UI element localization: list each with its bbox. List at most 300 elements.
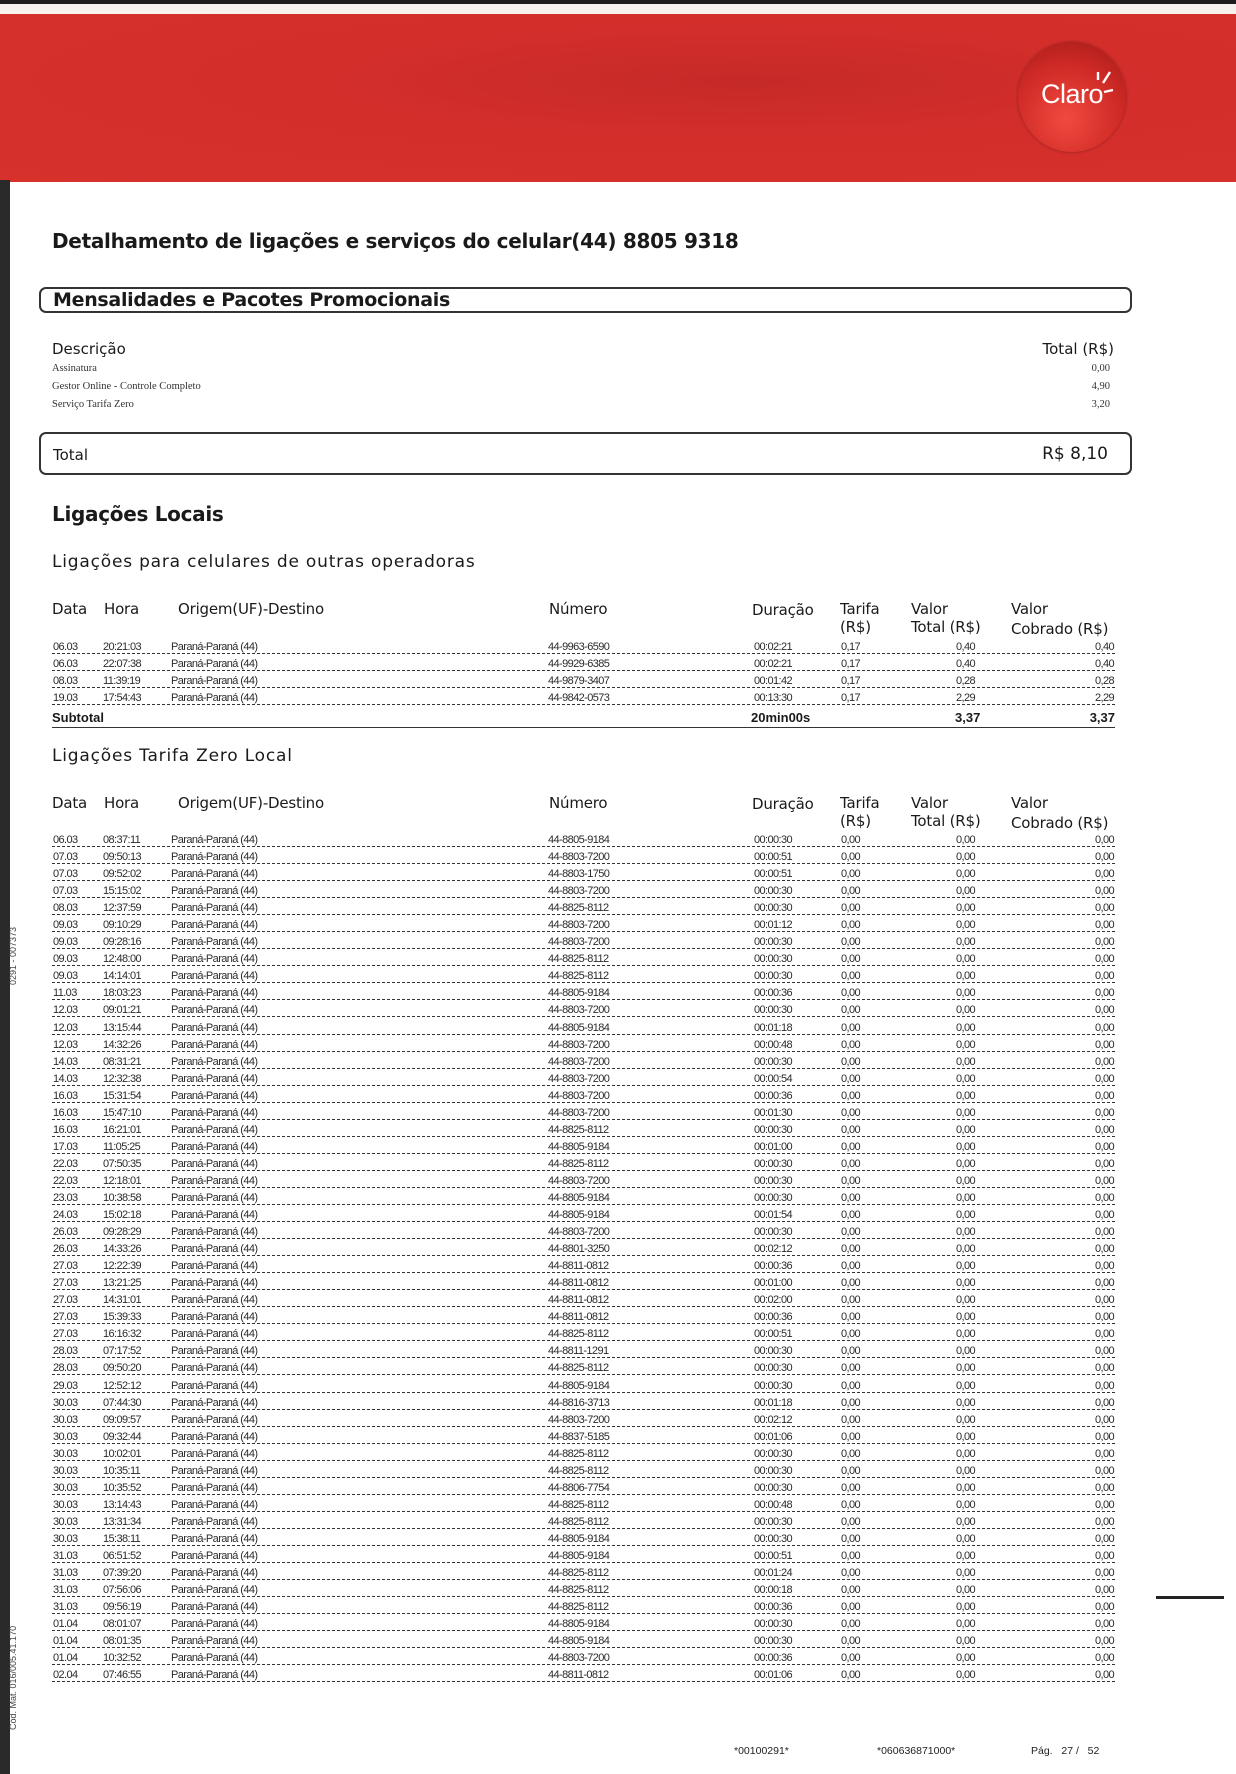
- cell-numero: 44-8825-8112: [548, 970, 609, 983]
- cell-valor-cobrado: 0,00: [1094, 1072, 1114, 1085]
- cell-data: 26.03: [53, 1226, 78, 1239]
- cell-valor-total: 0,00: [956, 868, 976, 881]
- cell-data: 30.03: [53, 1396, 78, 1409]
- cell-tarifa: 0,00: [841, 1532, 861, 1545]
- logo-rays-icon: [1092, 70, 1116, 96]
- cell-origem: Paraná-Paraná (44): [171, 658, 258, 671]
- cell-tarifa: 0,00: [841, 1413, 861, 1426]
- cell-valor-cobrado: 0,00: [1094, 1021, 1114, 1034]
- table-row: [52, 1617, 1115, 1634]
- cell-tarifa: 0,00: [841, 1481, 861, 1494]
- cell-origem: Paraná-Paraná (44): [171, 1481, 258, 1494]
- cell-duracao: 00:00:30: [754, 1447, 793, 1460]
- cell-valor-total: 0,00: [956, 987, 976, 1000]
- cell-valor-total: 0,00: [956, 1174, 976, 1187]
- cell-hora: 07:17:52: [103, 1345, 142, 1358]
- cell-duracao: 00:01:18: [754, 1021, 793, 1034]
- table-row: [52, 1532, 1115, 1549]
- cell-valor-cobrado: 0,00: [1094, 834, 1114, 846]
- cell-valor-total: 0,00: [956, 1243, 976, 1256]
- table-row: [52, 1089, 1115, 1106]
- col-hora: Hora: [104, 600, 140, 618]
- cell-valor-cobrado: 0,00: [1094, 936, 1114, 949]
- page-title: Detalhamento de ligações e serviços do celular(44) 8805 9318: [52, 229, 739, 253]
- tarifa-zero-rows: [52, 833, 1115, 1685]
- table-row: [52, 1242, 1115, 1259]
- cell-valor-total: 0,40: [956, 641, 976, 653]
- scan-top-margin: [0, 4, 1236, 14]
- cell-hora: 09:50:20: [103, 1362, 142, 1375]
- col-numero: Número: [549, 600, 608, 618]
- cell-data: 27.03: [53, 1277, 78, 1290]
- cell-data: 08.03: [53, 675, 78, 688]
- total-value: R$ 8,10: [1042, 444, 1108, 464]
- cell-valor-cobrado: 0,00: [1094, 1396, 1114, 1409]
- table-row: [52, 1413, 1115, 1430]
- cell-duracao: 00:00:30: [754, 936, 793, 949]
- page-label: Pág.: [1031, 1745, 1053, 1757]
- cell-valor-total: 0,00: [956, 851, 976, 864]
- cell-tarifa: 0,00: [841, 1447, 861, 1460]
- cell-numero: 44-8805-9184: [548, 1379, 610, 1392]
- col-valor-cobrado: Valor: [1011, 600, 1048, 618]
- cell-hora: 09:50:13: [103, 851, 142, 864]
- cell-data: 02.04: [53, 1669, 78, 1682]
- cell-hora: 13:21:25: [103, 1277, 142, 1290]
- cell-numero: 44-8803-7200: [548, 1413, 610, 1426]
- table-row: [52, 1396, 1115, 1413]
- cell-origem: Paraná-Paraná (44): [171, 1430, 258, 1443]
- cell-origem: Paraná-Paraná (44): [171, 692, 258, 705]
- col-valor-total: Valor: [911, 600, 948, 618]
- cell-valor-cobrado: 0,00: [1094, 1191, 1114, 1204]
- table-row: [52, 1668, 1115, 1685]
- table-row: [52, 1515, 1115, 1532]
- table-row: [52, 1549, 1115, 1566]
- cell-valor-total: 0,00: [956, 1567, 976, 1580]
- cell-valor-cobrado: 0,00: [1094, 902, 1114, 915]
- table-row: [52, 674, 1115, 691]
- cell-origem: Paraná-Paraná (44): [171, 1635, 258, 1648]
- cell-tarifa: 0,00: [841, 868, 861, 881]
- mensalidades-header-box: [39, 287, 1132, 313]
- cell-hora: 08:31:21: [103, 1055, 142, 1068]
- cell-tarifa: 0,00: [841, 1055, 861, 1068]
- cell-valor-cobrado: 0,00: [1094, 1260, 1114, 1273]
- cell-valor-cobrado: 0,00: [1094, 987, 1114, 1000]
- table-row: [52, 1583, 1115, 1600]
- cell-valor-cobrado: 0,00: [1094, 1277, 1114, 1290]
- cell-tarifa: 0,00: [841, 1635, 861, 1648]
- table-row: [52, 901, 1115, 918]
- cell-numero: 44-8811-0812: [548, 1277, 609, 1290]
- cell-hora: 09:10:29: [103, 919, 142, 932]
- cell-duracao: 00:00:36: [754, 1089, 793, 1102]
- table-row: [52, 952, 1115, 969]
- table-row: [52, 1003, 1115, 1020]
- cell-valor-cobrado: 0,00: [1094, 1430, 1114, 1443]
- cell-data: 09.03: [53, 970, 78, 983]
- cell-numero: 44-8825-8112: [548, 1157, 609, 1170]
- cell-valor-total: 0,00: [956, 1379, 976, 1392]
- cell-tarifa: 0,00: [841, 1072, 861, 1085]
- cell-valor-total: 0,00: [956, 1209, 976, 1222]
- cell-valor-total: 0,00: [956, 1021, 976, 1034]
- cell-tarifa: 0,00: [841, 953, 861, 966]
- cell-origem: Paraná-Paraná (44): [171, 1362, 258, 1375]
- table-row: [52, 1191, 1115, 1208]
- mensalidades-total-box: [39, 432, 1132, 475]
- cell-data: 01.04: [53, 1618, 78, 1631]
- cell-tarifa: 0,17: [841, 675, 861, 688]
- cell-duracao: 00:00:30: [754, 1635, 793, 1648]
- cell-hora: 12:18:01: [103, 1174, 142, 1187]
- cell-hora: 12:37:59: [103, 902, 142, 915]
- cell-hora: 09:56:19: [103, 1601, 142, 1614]
- cell-origem: Paraná-Paraná (44): [171, 1243, 258, 1256]
- cell-valor-cobrado: 0,00: [1094, 1481, 1114, 1494]
- table-row: [52, 1293, 1115, 1310]
- cell-data: 31.03: [53, 1601, 78, 1614]
- cell-hora: 13:31:34: [103, 1515, 142, 1528]
- cell-duracao: 00:00:48: [754, 1498, 793, 1511]
- cell-data: 28.03: [53, 1345, 78, 1358]
- cell-numero: 44-8803-7200: [548, 885, 610, 898]
- col-origem: Origem(UF)-Destino: [178, 600, 324, 618]
- mensalidade-desc: Gestor Online - Controle Completo: [52, 381, 201, 392]
- cell-origem: Paraná-Paraná (44): [171, 1021, 258, 1034]
- cell-valor-cobrado: 0,00: [1094, 1549, 1114, 1562]
- ligacoes-locais-heading: Ligações Locais: [52, 502, 224, 526]
- cell-duracao: 00:01:06: [754, 1669, 793, 1682]
- col-valor-cobrado: Valor: [1011, 794, 1048, 812]
- cell-data: 27.03: [53, 1328, 78, 1341]
- cell-data: 16.03: [53, 1123, 78, 1136]
- cell-tarifa: 0,00: [841, 1294, 861, 1307]
- cell-data: 30.03: [53, 1464, 78, 1477]
- table-row: [52, 1464, 1115, 1481]
- cell-origem: Paraná-Paraná (44): [171, 1396, 258, 1409]
- cell-numero: 44-8825-8112: [548, 1515, 609, 1528]
- cell-data: 30.03: [53, 1498, 78, 1511]
- cell-tarifa: 0,00: [841, 1498, 861, 1511]
- cell-duracao: 00:00:30: [754, 902, 793, 915]
- cell-origem: Paraná-Paraná (44): [171, 1260, 258, 1273]
- table-row: [52, 1361, 1115, 1378]
- cell-origem: Paraná-Paraná (44): [171, 1311, 258, 1324]
- cell-valor-total: 0,00: [956, 1277, 976, 1290]
- cell-duracao: 00:00:36: [754, 1260, 793, 1273]
- cell-tarifa: 0,00: [841, 1209, 861, 1222]
- cell-origem: Paraná-Paraná (44): [171, 902, 258, 915]
- cell-numero: 44-8825-8112: [548, 1123, 609, 1136]
- cell-numero: 44-8811-0812: [548, 1294, 609, 1307]
- cell-hora: 22:07:38: [103, 658, 142, 671]
- cell-tarifa: 0,00: [841, 919, 861, 932]
- cell-valor-cobrado: 0,00: [1094, 1243, 1114, 1256]
- cell-valor-cobrado: 0,00: [1094, 1106, 1114, 1119]
- col-descricao: Descrição: [52, 340, 126, 358]
- cell-numero: 44-8816-3713: [548, 1396, 610, 1409]
- cell-numero: 44-8803-7200: [548, 1055, 610, 1068]
- cell-duracao: 00:01:00: [754, 1140, 793, 1153]
- table-row: [52, 850, 1115, 867]
- cell-valor-total: 0,00: [956, 1635, 976, 1648]
- cell-hora: 11:05:25: [103, 1140, 141, 1153]
- cell-duracao: 00:13:30: [754, 692, 793, 705]
- cell-valor-cobrado: 0,00: [1094, 1140, 1114, 1153]
- cell-origem: Paraná-Paraná (44): [171, 1055, 258, 1068]
- cell-tarifa: 0,00: [841, 970, 861, 983]
- cell-origem: Paraná-Paraná (44): [171, 1515, 258, 1528]
- cell-valor-total: 0,40: [956, 658, 976, 671]
- cell-origem: Paraná-Paraná (44): [171, 936, 258, 949]
- cell-data: 31.03: [53, 1549, 78, 1562]
- cell-numero: 44-8805-9184: [548, 1209, 610, 1222]
- table-row: [52, 1038, 1115, 1055]
- cell-valor-total: 0,00: [956, 1226, 976, 1239]
- cell-origem: Paraná-Paraná (44): [171, 919, 258, 932]
- cell-duracao: 00:00:30: [754, 1123, 793, 1136]
- cell-hora: 10:35:11: [103, 1464, 141, 1477]
- cell-numero: 44-8825-8112: [548, 1362, 609, 1375]
- cell-origem: Paraná-Paraná (44): [171, 987, 258, 1000]
- table-row: [52, 1600, 1115, 1617]
- cell-hora: 09:28:29: [103, 1226, 142, 1239]
- cell-origem: Paraná-Paraná (44): [171, 1328, 258, 1341]
- table-row: [52, 1430, 1115, 1447]
- cell-data: 30.03: [53, 1532, 78, 1545]
- cell-valor-total: 0,00: [956, 1430, 976, 1443]
- cell-tarifa: 0,00: [841, 834, 861, 846]
- cell-valor-total: 0,00: [956, 1328, 976, 1341]
- cell-numero: 44-9963-6590: [548, 641, 610, 653]
- cell-tarifa: 0,00: [841, 1669, 861, 1682]
- cell-valor-cobrado: 0,00: [1094, 1498, 1114, 1511]
- cell-duracao: 00:00:36: [754, 1601, 793, 1614]
- cell-tarifa: 0,00: [841, 1089, 861, 1102]
- cell-valor-cobrado: 0,00: [1094, 1089, 1114, 1102]
- cell-numero: 44-9929-6385: [548, 658, 610, 671]
- cell-tarifa: 0,00: [841, 1123, 861, 1136]
- mensalidades-heading: Mensalidades e Pacotes Promocionais: [53, 289, 450, 311]
- cell-valor-cobrado: 0,00: [1094, 953, 1114, 966]
- mensalidade-desc: Assinatura: [52, 363, 97, 374]
- cell-duracao: 00:00:30: [754, 1379, 793, 1392]
- cell-tarifa: 0,00: [841, 1652, 861, 1665]
- cell-data: 07.03: [53, 868, 78, 881]
- outras-operadoras-heading: Ligações para celulares de outras operadoras: [52, 552, 476, 572]
- table-row: [52, 833, 1115, 850]
- cell-valor-total: 0,00: [956, 919, 976, 932]
- cell-numero: 44-8806-7754: [548, 1481, 610, 1494]
- cell-origem: Paraná-Paraná (44): [171, 1584, 258, 1597]
- table-row: [52, 1072, 1115, 1089]
- table-row: [52, 1174, 1115, 1191]
- cell-valor-cobrado: 0,00: [1094, 1345, 1114, 1358]
- cell-origem: Paraná-Paraná (44): [171, 1652, 258, 1665]
- table-row: [52, 1276, 1115, 1293]
- cell-valor-total: 0,00: [956, 1140, 976, 1153]
- cell-duracao: 00:00:54: [754, 1072, 793, 1085]
- cell-duracao: 00:01:00: [754, 1277, 793, 1290]
- cell-data: 23.03: [53, 1191, 78, 1204]
- cell-numero: 44-8837-5185: [548, 1430, 610, 1443]
- col-duracao: Duração: [752, 795, 814, 813]
- cell-numero: 44-8805-9184: [548, 987, 610, 1000]
- cod-mat-label: Cód. Mat. 016/005.41.170: [8, 1625, 18, 1730]
- cell-hora: 16:21:01: [103, 1123, 142, 1136]
- col-hora: Hora: [104, 794, 140, 812]
- cell-hora: 15:31:54: [103, 1089, 142, 1102]
- cell-valor-cobrado: 0,00: [1094, 1157, 1114, 1170]
- cell-data: 09.03: [53, 936, 78, 949]
- table-row: [52, 1055, 1115, 1072]
- table-row: [52, 986, 1115, 1003]
- cell-valor-total: 0,00: [956, 1362, 976, 1375]
- cell-valor-total: 0,00: [956, 1311, 976, 1324]
- cell-origem: Paraná-Paraná (44): [171, 1447, 258, 1460]
- cell-data: 12.03: [53, 1021, 78, 1034]
- col-valor-total-unit: Total (R$): [911, 812, 981, 830]
- cell-hora: 07:39:20: [103, 1567, 142, 1580]
- cell-data: 06.03: [53, 658, 78, 671]
- cell-duracao: 00:00:51: [754, 868, 793, 881]
- cell-duracao: 00:00:48: [754, 1038, 793, 1051]
- cell-data: 26.03: [53, 1243, 78, 1256]
- table-row: [52, 1140, 1115, 1157]
- cell-duracao: 00:00:30: [754, 1174, 793, 1187]
- cell-numero: 44-8805-9184: [548, 1549, 610, 1562]
- table-row: [52, 1106, 1115, 1123]
- cell-valor-cobrado: 0,00: [1094, 1635, 1114, 1648]
- cell-origem: Paraná-Paraná (44): [171, 1498, 258, 1511]
- cell-valor-total: 0,00: [956, 1294, 976, 1307]
- cell-numero: 44-8805-9184: [548, 1021, 610, 1034]
- cell-origem: Paraná-Paraná (44): [171, 1106, 258, 1119]
- cell-duracao: 00:02:00: [754, 1294, 793, 1307]
- cell-origem: Paraná-Paraná (44): [171, 675, 258, 688]
- mensalidade-desc: Serviço Tarifa Zero: [52, 399, 134, 410]
- cell-hora: 12:22:39: [103, 1260, 142, 1273]
- cell-data: 31.03: [53, 1567, 78, 1580]
- cell-tarifa: 0,00: [841, 1140, 861, 1153]
- cell-duracao: 00:00:30: [754, 953, 793, 966]
- cell-duracao: 00:00:18: [754, 1584, 793, 1597]
- cell-data: 14.03: [53, 1055, 78, 1068]
- cell-valor-total: 0,00: [956, 953, 976, 966]
- cell-valor-total: 0,00: [956, 1601, 976, 1614]
- cell-valor-total: 0,00: [956, 1396, 976, 1409]
- cell-origem: Paraná-Paraná (44): [171, 1004, 258, 1017]
- cell-duracao: 00:00:30: [754, 1481, 793, 1494]
- cell-valor-cobrado: 0,40: [1094, 641, 1114, 653]
- cell-numero: 44-8811-0812: [548, 1260, 609, 1273]
- col-valor-total: Valor: [911, 794, 948, 812]
- cell-hora: 15:39:33: [103, 1311, 142, 1324]
- cell-valor-cobrado: 0,00: [1094, 1123, 1114, 1136]
- cell-valor-total: 0,00: [956, 1652, 976, 1665]
- claro-logo: [1018, 42, 1126, 152]
- cell-hora: 09:01:21: [103, 1004, 142, 1017]
- cell-duracao: 00:01:24: [754, 1567, 793, 1580]
- cell-numero: 44-8811-1291: [548, 1345, 609, 1358]
- cell-origem: Paraná-Paraná (44): [171, 1157, 258, 1170]
- cell-valor-cobrado: 0,00: [1094, 868, 1114, 881]
- mensalidade-value: 4,90: [1091, 381, 1110, 392]
- cell-numero: 44-9842-0573: [548, 692, 610, 705]
- cell-hora: 12:52:12: [103, 1379, 142, 1392]
- cell-hora: 10:02:01: [103, 1447, 142, 1460]
- cell-valor-total: 0,00: [956, 1055, 976, 1068]
- cell-data: 19.03: [53, 692, 78, 705]
- cell-hora: 14:14:01: [103, 970, 142, 983]
- cell-valor-cobrado: 0,00: [1094, 1652, 1114, 1665]
- cell-data: 28.03: [53, 1362, 78, 1375]
- cell-tarifa: 0,00: [841, 1584, 861, 1597]
- cell-hora: 09:09:57: [103, 1413, 142, 1426]
- cell-data: 08.03: [53, 902, 78, 915]
- cell-data: 16.03: [53, 1106, 78, 1119]
- cell-data: 11.03: [53, 987, 77, 1000]
- table-row: [52, 1498, 1115, 1515]
- cell-hora: 14:33:26: [103, 1243, 142, 1256]
- cell-duracao: 00:00:30: [754, 1618, 793, 1631]
- subtotal-valor-cobrado: 3,37: [1089, 710, 1115, 725]
- cell-tarifa: 0,00: [841, 1004, 861, 1017]
- cell-data: 30.03: [53, 1430, 78, 1443]
- cell-hora: 12:32:38: [103, 1072, 142, 1085]
- cell-origem: Paraná-Paraná (44): [171, 1038, 258, 1051]
- cell-valor-total: 0,00: [956, 1618, 976, 1631]
- cell-numero: 44-8805-9184: [548, 1140, 610, 1153]
- cell-tarifa: 0,00: [841, 885, 861, 898]
- cell-tarifa: 0,00: [841, 851, 861, 864]
- col-total: Total (R$): [1042, 340, 1114, 358]
- cell-hora: 10:32:52: [103, 1652, 142, 1665]
- cell-duracao: 00:02:12: [754, 1243, 793, 1256]
- table-row: [52, 1259, 1115, 1276]
- col-numero: Número: [549, 794, 608, 812]
- cell-data: 31.03: [53, 1584, 78, 1597]
- col-duracao: Duração: [752, 601, 814, 619]
- col-tarifa-unit: (R$): [840, 812, 871, 830]
- cell-tarifa: 0,00: [841, 1328, 861, 1341]
- cell-tarifa: 0,00: [841, 1191, 861, 1204]
- cell-origem: Paraná-Paraná (44): [171, 834, 258, 846]
- cell-valor-cobrado: 0,00: [1094, 1584, 1114, 1597]
- cell-numero: 44-8825-8112: [548, 1584, 609, 1597]
- cell-hora: 15:38:11: [103, 1532, 141, 1545]
- cell-valor-cobrado: 0,00: [1094, 1447, 1114, 1460]
- cell-numero: 44-8825-8112: [548, 1464, 609, 1477]
- cell-hora: 08:01:35: [103, 1635, 142, 1648]
- table-row: [52, 640, 1115, 657]
- cell-valor-total: 0,00: [956, 1089, 976, 1102]
- table-row: [52, 867, 1115, 884]
- cell-numero: 44-8803-7200: [548, 1174, 610, 1187]
- cell-duracao: 00:02:21: [754, 641, 793, 653]
- cell-tarifa: 0,00: [841, 1157, 861, 1170]
- cell-duracao: 00:01:06: [754, 1430, 793, 1443]
- cell-valor-total: 0,00: [956, 1464, 976, 1477]
- cell-valor-total: 0,00: [956, 1123, 976, 1136]
- cell-origem: Paraná-Paraná (44): [171, 641, 258, 653]
- cell-duracao: 00:01:54: [754, 1209, 793, 1222]
- cell-tarifa: 0,00: [841, 1038, 861, 1051]
- cell-hora: 10:38:58: [103, 1191, 142, 1204]
- cell-duracao: 00:01:18: [754, 1396, 793, 1409]
